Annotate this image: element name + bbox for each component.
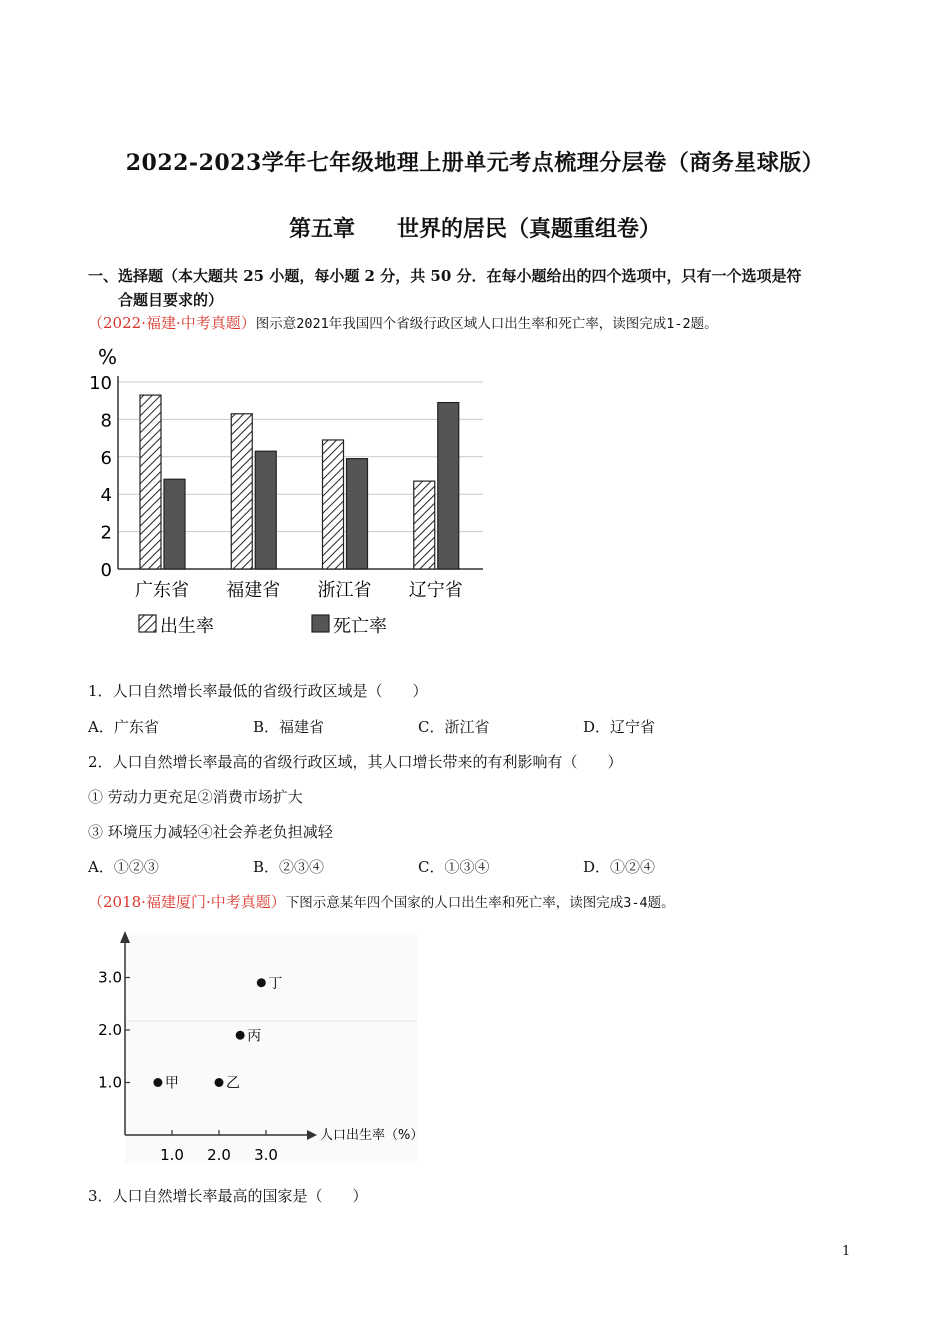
intro-2-source: （2018·福建厦门·中考真题） bbox=[88, 893, 286, 911]
scatter-point-label-0: 甲 bbox=[164, 1075, 179, 1092]
bar-y-tick-4: 8 bbox=[100, 410, 112, 432]
q1-options bbox=[88, 716, 848, 736]
scatter-x-tick-1: 2.0 bbox=[207, 1146, 231, 1164]
scatter-point-label-1: 乙 bbox=[226, 1075, 240, 1092]
q2-option-d[interactable]: D．①②④ bbox=[583, 858, 656, 876]
bar-category-2: 浙江省 bbox=[317, 580, 372, 601]
bar-chart-bars bbox=[140, 395, 459, 569]
intro-2 bbox=[88, 891, 675, 912]
scatter-y-tick-1: 2.0 bbox=[98, 1021, 122, 1039]
bar-birth-2 bbox=[323, 440, 344, 569]
scatter-point-label-2: 丙 bbox=[247, 1028, 262, 1045]
chapter-name: 世界的居民（真题重组卷） bbox=[397, 216, 662, 242]
legend-swatch-birth bbox=[139, 615, 156, 632]
bar-y-tick-0: 0 bbox=[100, 560, 112, 581]
q1-option-d[interactable]: D．辽宁省 bbox=[583, 718, 656, 736]
q2-statements-1: ① 劳动力更充足②消费市场扩大 bbox=[88, 788, 303, 806]
q2-option-b[interactable]: B．②③④ bbox=[253, 858, 325, 876]
q3-stem: 3．人口自然增长率最高的国家是（ ） bbox=[88, 1187, 368, 1205]
q2-stem: 2．人口自然增长率最高的省级行政区域，其人口增长带来的有利影响有（ ） bbox=[88, 753, 623, 771]
scatter-point-3 bbox=[257, 978, 266, 987]
section-heading-line2: 合题目要求的） bbox=[118, 291, 224, 309]
intro-1-text: 图示意2021年我国四个省级行政区域人口出生率和死亡率，读图完成1-2题。 bbox=[255, 316, 718, 332]
q1-option-c[interactable]: C．浙江省 bbox=[418, 718, 490, 736]
legend-swatch-death bbox=[312, 615, 329, 632]
q2-option-a[interactable]: A．①②③ bbox=[88, 858, 159, 876]
bar-birth-3 bbox=[414, 481, 435, 569]
bar-birth-0 bbox=[140, 395, 161, 569]
intro-1-source: （2022·福建·中考真题） bbox=[88, 314, 256, 332]
scatter-point-0 bbox=[153, 1078, 162, 1087]
q1-option-a[interactable]: A．广东省 bbox=[88, 718, 159, 736]
scatter-point-1 bbox=[215, 1078, 224, 1087]
bar-category-1: 福建省 bbox=[226, 580, 281, 601]
bar-death-3 bbox=[438, 403, 459, 569]
legend-label-birth: 出生率 bbox=[160, 616, 214, 637]
bar-death-1 bbox=[255, 451, 276, 569]
bar-death-0 bbox=[164, 479, 185, 569]
bar-category-0: 广东省 bbox=[135, 580, 189, 601]
scatter-y-tick-2: 3.0 bbox=[98, 968, 122, 987]
intro-1 bbox=[88, 312, 718, 333]
scatter-x-tick-0: 1.0 bbox=[160, 1146, 184, 1164]
scatter-point-2 bbox=[236, 1031, 245, 1040]
scatter-point-label-3: 丁 bbox=[268, 975, 283, 992]
bar-chart bbox=[88, 340, 498, 645]
bar-chart-y-label: % bbox=[98, 345, 118, 369]
section-heading bbox=[88, 264, 878, 312]
bar-y-tick-3: 6 bbox=[100, 447, 112, 469]
scatter-x-tick-2: 3.0 bbox=[254, 1146, 278, 1164]
scatter-chart-x-label: 人口出生率（%） bbox=[320, 1128, 424, 1143]
q2-statements-2: ③ 环境压力减轻④社会养老负担减轻 bbox=[88, 823, 333, 841]
q1-stem: 1．人口自然增长率最低的省级行政区域是（ ） bbox=[88, 682, 428, 700]
bar-chart-y-ticks bbox=[89, 373, 112, 581]
bar-chart-categories bbox=[135, 580, 463, 601]
legend-label-death: 死亡率 bbox=[333, 616, 387, 637]
q1-option-b[interactable]: B．福建省 bbox=[253, 718, 325, 736]
scatter-chart bbox=[95, 925, 430, 1165]
chapter-number: 第五章 bbox=[288, 216, 355, 242]
scatter-y-tick-0: 1.0 bbox=[98, 1073, 122, 1092]
intro-2-text: 下图示意某年四个国家的人口出生率和死亡率，读图完成3-4题。 bbox=[285, 895, 675, 911]
bar-category-3: 辽宁省 bbox=[408, 580, 463, 601]
section-heading-line1: 一、选择题（本大题共 25 小题，每小题 2 分，共 50 分．在每小题给出的四个选项中，只有一个选项是符 bbox=[88, 267, 802, 285]
bar-y-tick-1: 2 bbox=[100, 522, 112, 544]
q2-option-c[interactable]: C．①③④ bbox=[418, 858, 490, 876]
q2-options bbox=[88, 856, 848, 876]
bar-y-tick-2: 4 bbox=[100, 485, 112, 507]
chapter-title bbox=[0, 212, 950, 243]
bar-death-2 bbox=[347, 459, 368, 569]
document-title: 2022-2023学年七年级地理上册单元考点梳理分层卷（商务星球版） bbox=[125, 150, 825, 176]
bar-birth-1 bbox=[231, 414, 252, 569]
page-number: 1 bbox=[842, 1244, 851, 1259]
bar-y-tick-5: 10 bbox=[89, 373, 112, 394]
bar-chart-legend bbox=[139, 615, 387, 637]
